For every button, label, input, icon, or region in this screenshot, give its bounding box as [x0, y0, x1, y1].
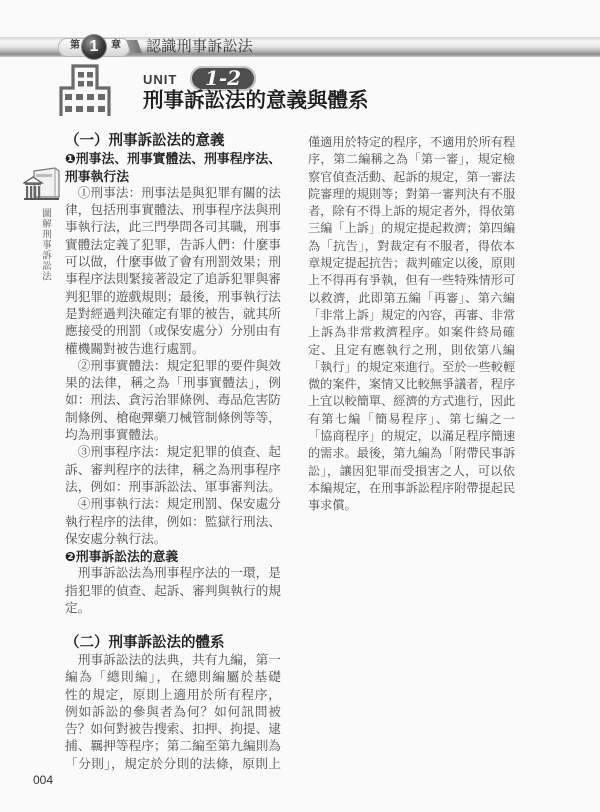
text-line: 刑事訴訟法為刑事程序法的一環，是 — [77, 566, 281, 581]
text-line: 三編「上訴」的規定提起救濟；第四編 — [308, 221, 516, 236]
text-line: 章規定提起抗告；裁判確定以後，原則 — [308, 256, 516, 271]
text-line: 者，除有不得上訴的規定者外，得依第 — [308, 204, 516, 219]
text-line: 應接受的刑罰（或保安處分）分別由有 — [65, 324, 281, 339]
text-line: 「協商程序」的規定，以滿足程序簡速 — [308, 429, 516, 444]
text-line: 可以做，什麼事做了會有刑罰效果；刑 — [65, 255, 281, 270]
text-line: ②刑事實體法：規定犯罪的要件與效 — [77, 358, 281, 373]
subheading-criminal-law-types: ❶刑事法、刑事實體法、刑事程序法、 — [65, 151, 281, 167]
text-line: 實體法定義了犯罪，告訴人們：什麼事 — [65, 237, 281, 252]
text-line: 「分則」，規定於分則的法條，原則上 — [65, 756, 281, 771]
paragraph-substantive-law — [65, 358, 281, 444]
text-line: 編為「總則編」，在總則編屬於基礎 — [65, 670, 281, 685]
unit-label: UNIT — [143, 72, 178, 87]
text-line: ④刑事執行法：規定刑罰、保安處分 — [77, 497, 281, 512]
text-line: 制條例、槍砲彈藥刀械管制條例等等， — [65, 410, 281, 425]
paragraph-code-structure — [65, 652, 281, 773]
paragraph-procedure-meaning — [65, 565, 281, 617]
text-line: 均為刑事實體法。 — [65, 428, 167, 443]
text-line: 事求償。 — [308, 498, 357, 513]
text-line: 告？如何對被告搜索、扣押、拘提、逮 — [65, 722, 281, 737]
text-line: 上不得再有爭執，但有一些特殊情形可 — [308, 273, 516, 288]
chapter-prefix: 第 — [70, 40, 80, 51]
text-line: 僅適用於特定的程序，不適用於所有程 — [308, 135, 516, 149]
paragraph-enforcement-law — [65, 496, 281, 548]
spacer — [65, 617, 281, 634]
text-line: 的需求。最後，第九編為「附帶民事訴 — [308, 446, 516, 461]
section-heading-system: （二）刑事訴訟法的體系 — [65, 634, 225, 651]
text-line: 指犯罪的偵查、起訴、審判與執行的規 — [65, 583, 281, 598]
text-line: 事執行法，此三門學問各司其職，刑事 — [65, 220, 281, 235]
text-line: 定、且定有應執行之刑，則依第八編 — [308, 342, 515, 357]
text-line: ③刑事程序法：規定犯罪的偵查、起 — [77, 445, 281, 460]
chapter-number-circle: 1 — [81, 34, 107, 60]
chapter-title: 認識刑事訴訟法 — [146, 38, 254, 55]
subheading-procedure-meaning: ❷刑事訴訟法的意義 — [65, 549, 179, 565]
text-line: 訟」，讓因犯罪而受損害之人，可以依 — [308, 463, 515, 478]
text-line: 執行程序的法律，例如：監獄行刑法、 — [65, 514, 281, 529]
text-line: 是對經過判決確定有罪的被告，就其所 — [65, 306, 281, 321]
text-line: 有第七編「簡易程序」、第七編之一 — [308, 411, 515, 426]
building-icon — [58, 64, 112, 116]
courthouse-icon — [23, 167, 61, 201]
unit-number-badge: 1-2 — [190, 66, 256, 91]
text-line: 以救濟，此即第五編「再審」、第六編 — [308, 290, 515, 305]
text-line: 為「抗告」，對裁定有不服者，得依本 — [308, 238, 515, 253]
text-line: 訴、審判程序的法律，稱之為刑事程序 — [65, 462, 281, 477]
text-line: 察官偵查活動、起訴的規定，第一審法 — [308, 169, 516, 184]
paragraph-criminal-law — [65, 185, 281, 358]
text-line: 律，包括刑事實體法、刑事程序法與刑 — [65, 203, 281, 218]
right-column — [308, 134, 515, 515]
text-line: 定。 — [65, 601, 91, 616]
text-line: 如：刑法、貪污治罪條例、毒品危害防 — [65, 393, 281, 408]
text-line: 果的法律，稱之為「刑事實體法」，例 — [65, 376, 281, 391]
page-number: 004 — [33, 773, 54, 787]
text-line: 例如訴訟的參與者為何？如何訊問被 — [65, 704, 281, 719]
paragraph-procedural-law — [65, 444, 281, 496]
left-column — [65, 133, 281, 773]
text-line: 捕、羈押等程序；第二編至第九編則為 — [65, 739, 281, 754]
text-line: 「執行」的規定來進行。至於一些較輕 — [308, 359, 516, 374]
text-line: 權機關對被告進行處罰。 — [65, 341, 205, 356]
section-heading-meaning: （一）刑事訴訟法的意義 — [65, 133, 225, 149]
text-line: ①刑事法：刑事法是與犯罪有關的法 — [77, 185, 281, 200]
sidebar-book-title: 圖解刑事訴訟法 — [40, 208, 50, 282]
subheading-criminal-law-types-cont: 刑事執行法 — [65, 168, 129, 184]
text-line: 保安處分執行法。 — [65, 531, 167, 546]
text-line: 本編規定，在刑事訴訟程序附帶提起民 — [308, 480, 516, 495]
text-line: 上宜以較簡單、經濟的方式進行，因此 — [308, 394, 516, 409]
text-line: 法，例如：刑事訴訟法、軍事審判法。 — [65, 479, 281, 494]
text-line: 「非常上訴」規定的內容，再審、非常 — [308, 307, 516, 322]
text-line: 微的案件，案情又比較無爭議者，程序 — [308, 377, 516, 392]
text-line: 上訴為非常救濟程序。如案件終局確 — [308, 325, 515, 340]
chapter-suffix: 章 — [111, 40, 121, 51]
text-line: 判犯罪的遊戲規則；最後，刑事執行法 — [65, 289, 281, 304]
unit-title: 刑事訴訟法的意義與體系 — [143, 89, 369, 112]
text-line: 院審理的規則等；對第一審判決有不服 — [308, 186, 516, 201]
text-line: 刑事訴訟法的法典，共有九編，第一 — [77, 652, 281, 667]
text-line: 事程序法則緊接著設定了追訴犯罪與審 — [65, 272, 281, 287]
text-line: 性的規定，原則上適用於所有程序， — [65, 687, 281, 702]
text-line: 序，第二編稱之為「第一審」，規定檢 — [308, 152, 515, 167]
